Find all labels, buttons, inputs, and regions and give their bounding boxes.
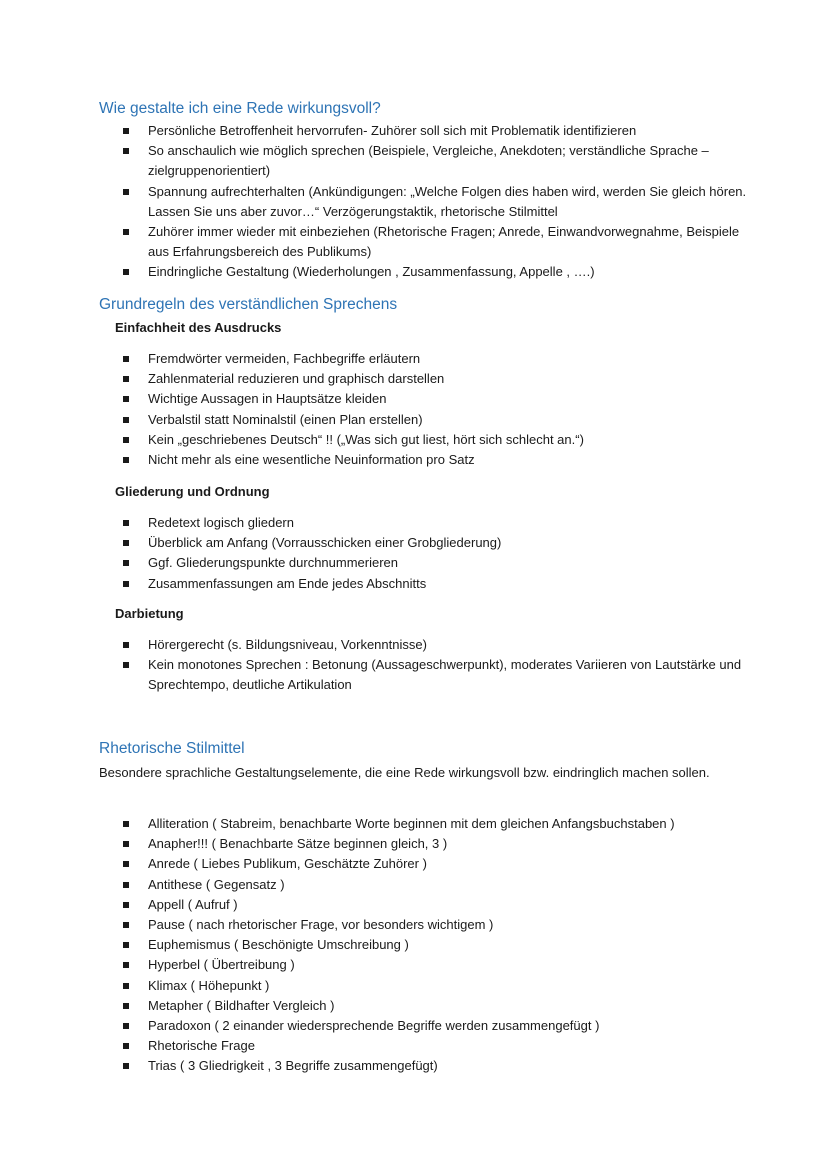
list-stilmittel	[0, 814, 828, 1077]
list-einfachheit	[0, 349, 828, 470]
list-item: Rhetorische Frage	[0, 1036, 828, 1056]
bullet-icon	[123, 942, 129, 948]
bullet-icon	[123, 457, 129, 463]
list-item: Zahlenmaterial reduzieren und graphisch darstellen	[0, 369, 828, 389]
heading-stilmittel: Rhetorische Stilmittel	[99, 740, 245, 757]
bullet-icon	[123, 229, 129, 235]
bullet-icon	[123, 821, 129, 827]
list-item: Antithese ( Gegensatz )	[0, 875, 828, 895]
bullet-icon	[123, 642, 129, 648]
bullet-icon	[123, 1003, 129, 1009]
list-gliederung	[0, 513, 828, 594]
list-item: Persönliche Betroffenheit hervorrufen- Zuhörer soll sich mit Problematik identifizieren	[0, 121, 828, 141]
bullet-icon	[123, 983, 129, 989]
list-item: Zuhörer immer wieder mit einbeziehen (Rhetorische Fragen; Anrede, Einwandvorwegnahme, Beispiele aus Erfahrungsbereich des Publikums)	[0, 222, 828, 262]
list-item: Redetext logisch gliedern	[0, 513, 828, 533]
list-item: Kein „geschriebenes Deutsch“ !! („Was sich gut liest, hört sich schlecht an.“)	[0, 430, 828, 450]
list-item: Metapher ( Bildhafter Vergleich )	[0, 996, 828, 1016]
bullet-icon	[123, 962, 129, 968]
list-item: So anschaulich wie möglich sprechen (Beispiele, Vergleiche, Anekdoten; verständliche Sprache – zielgruppenorientiert)	[0, 141, 828, 181]
bullet-icon	[123, 128, 129, 134]
bullet-icon	[123, 1023, 129, 1029]
bullet-icon	[123, 189, 129, 195]
list-item: Überblick am Anfang (Vorrausschicken einer Grobgliederung)	[0, 533, 828, 553]
bullet-icon	[123, 581, 129, 587]
list-item: Fremdwörter vermeiden, Fachbegriffe erläutern	[0, 349, 828, 369]
subheading-einfachheit: Einfachheit des Ausdrucks	[115, 320, 282, 335]
list-item: Hörergerecht (s. Bildungsniveau, Vorkenntnisse)	[0, 635, 828, 655]
bullet-icon	[123, 520, 129, 526]
list-item: Paradoxon ( 2 einander wiedersprechende Begriffe werden zusammengefügt )	[0, 1016, 828, 1036]
bullet-icon	[123, 417, 129, 423]
bullet-icon	[123, 560, 129, 566]
list-item: Pause ( nach rhetorischer Frage, vor besonders wichtigem )	[0, 915, 828, 935]
bullet-icon	[123, 269, 129, 275]
list-item: Kein monotones Sprechen : Betonung (Aussageschwerpunkt), moderates Variieren von Lautstärke und Sprechtempo, deutliche Artikulation	[0, 655, 828, 695]
bullet-icon	[123, 902, 129, 908]
bullet-icon	[123, 841, 129, 847]
bullet-icon	[123, 922, 129, 928]
heading-grundregeln: Grundregeln des verständlichen Sprechens	[99, 296, 398, 313]
list-item: Ggf. Gliederungspunkte durchnummerieren	[0, 553, 828, 573]
list-item: Zusammenfassungen am Ende jedes Abschnitts	[0, 574, 828, 594]
list-item: Trias ( 3 Gliedrigkeit , 3 Begriffe zusammengefügt)	[0, 1056, 828, 1076]
heading-rede: Wie gestalte ich eine Rede wirkungsvoll?	[99, 100, 381, 117]
subheading-darbietung: Darbietung	[115, 606, 184, 621]
list-item: Appell ( Aufruf )	[0, 895, 828, 915]
list-item: Wichtige Aussagen in Hauptsätze kleiden	[0, 389, 828, 409]
list-item: Hyperbel ( Übertreibung )	[0, 955, 828, 975]
bullet-icon	[123, 540, 129, 546]
bullet-icon	[123, 396, 129, 402]
bullet-icon	[123, 1063, 129, 1069]
subheading-gliederung: Gliederung und Ordnung	[115, 484, 270, 499]
list-item: Anrede ( Liebes Publikum, Geschätzte Zuhörer )	[0, 854, 828, 874]
list-item: Klimax ( Höhepunkt )	[0, 976, 828, 996]
list-item: Euphemismus ( Beschönigte Umschreibung )	[0, 935, 828, 955]
list-darbietung	[0, 635, 828, 696]
list-item: Verbalstil statt Nominalstil (einen Plan erstellen)	[0, 410, 828, 430]
list-item: Eindringliche Gestaltung (Wiederholungen , Zusammenfassung, Appelle , ….)	[0, 262, 828, 282]
list-rede	[0, 121, 828, 283]
bullet-icon	[123, 376, 129, 382]
list-item: Nicht mehr als eine wesentliche Neuinformation pro Satz	[0, 450, 828, 470]
bullet-icon	[123, 437, 129, 443]
bullet-icon	[123, 148, 129, 154]
bullet-icon	[123, 861, 129, 867]
bullet-icon	[123, 356, 129, 362]
bullet-icon	[123, 1043, 129, 1049]
intro-paragraph: Besondere sprachliche Gestaltungselemente, die eine Rede wirkungsvoll bzw. eindringlich machen sollen.	[99, 765, 710, 780]
list-item: Alliteration ( Stabreim, benachbarte Worte beginnen mit dem gleichen Anfangsbuchstaben )	[0, 814, 828, 834]
list-item: Anapher!!! ( Benachbarte Sätze beginnen gleich, 3 )	[0, 834, 828, 854]
bullet-icon	[123, 662, 129, 668]
bullet-icon	[123, 882, 129, 888]
list-item: Spannung aufrechterhalten (Ankündigungen: „Welche Folgen dies haben wird, werden Sie gleich hören. Lassen Sie uns aber zuvor…“ Verzögerungstaktik, rhetorische Stilmittel	[0, 182, 828, 222]
